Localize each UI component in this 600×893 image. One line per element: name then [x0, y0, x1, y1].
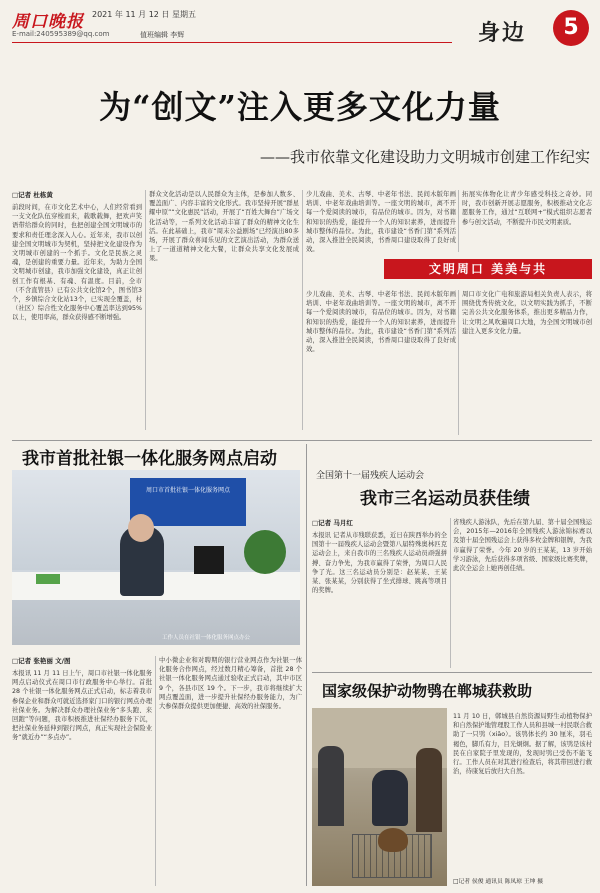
feature-text-2: 群众文化活动是以人民群众为主体，是参加人数多、覆盖面广、内容丰富的文化形式。我市坚持开展“群星耀中原”“文化惠民”活动，开展了“百姓大舞台”广场文化活动等，一系列文化活动丰富了群众的精神文化生活。在此基础上，我市“周末公益剧场”已经演出80多场，开展了群众喜闻乐见的文艺演出活动，为群众送上了一道道精神文化大餐，让群众共享文化发展成果。 — [149, 191, 299, 263]
sports-byline: □记者 马月红 — [312, 519, 353, 527]
column-divider — [458, 190, 459, 252]
feature-headline: 为“创文”注入更多文化力量 — [99, 88, 501, 126]
sports-headline: 我市三名运动员获佳绩 — [360, 489, 530, 509]
feature-subheadline: ——我市依靠文化建设助力文明城市创建工作纪实 — [259, 148, 590, 166]
bird-photo — [312, 708, 447, 886]
sports-text-2: 省残疾人游泳队，先后在第九届、第十届全国残运会，2015年—2016年全国残疾人游泳锦标赛以及第十届全国残运会上获得多枚金牌和银牌，为我市赢得了荣誉。今年 20 岁的王某某，13 岁开始学习游泳，先后获得多项省级、国家级比赛奖牌，此次全运会上她再创佳绩。 — [453, 519, 592, 573]
bank-byline: □记者 张艳丽 文/图 — [12, 657, 71, 665]
photo-person-right — [416, 748, 442, 832]
feature-column-2 — [149, 190, 299, 430]
slogan-banner: 文明周口 美美与共 — [384, 259, 592, 279]
sports-column-2 — [453, 518, 592, 668]
bank-photo-caption: 工作人员在社银一体化服务网点办公 — [162, 635, 251, 641]
photo-desk-item — [36, 574, 60, 584]
feature-byline: □记者 杜栋黄 — [12, 191, 53, 199]
column-divider — [450, 518, 451, 668]
feature-text-4: 拓展实体物化让青少年感受科技之奇妙。同时，我市创新开展志愿服务，积极推动文化志愿服务工作，通过“互联网+”模式组织志愿者参与创文活动，不断提升市民文明素质。 — [462, 191, 592, 226]
column-divider — [145, 190, 146, 430]
feature-text-3-lower: 少儿戏曲、美术、古琴、中老年书法、民间木版年画培训、中老年戏曲培训等。一座文明的城市，离不开每一个爱阅读的城市，有品位的城市。因为，对书籍和知识的热爱，能提升一个人的知识素养，进而提升城市整体的品位。为此，我市建设“书香门第”系列活动，深入推进全民阅读，书香周口建设取得了良好成效。 — [306, 291, 456, 354]
feature-column-4-lower — [462, 290, 592, 435]
bank-text-1: 本报讯 11 月 11 日上午，周口市社银一体化服务网点启动仪式在周口市行政服务中心举行。首批 28 个社银一体化服务网点正式启动，标志着我市参保企业和群众可就近选择家门口的银行网点办理社保业务。为解决群众办理社保业务“多头跑、来回跑”等问题，我市积极推进社保经办服务下沉，把社保业务延伸到银行网点，真正实现社会保险业务“就近办”“多点办”。 — [12, 670, 152, 742]
masthead — [0, 0, 600, 64]
section-divider — [12, 440, 592, 441]
feature-column-4 — [462, 190, 592, 254]
column-divider — [458, 290, 459, 435]
header-rule — [12, 42, 452, 43]
page-number-badge: 5 — [553, 10, 589, 46]
photo-banner-text: 周口市首批社银一体化服务网点 — [145, 487, 230, 494]
bank-column-2 — [159, 656, 302, 886]
column-divider — [302, 190, 303, 430]
sports-column-1 — [312, 518, 447, 668]
photo-plant — [244, 530, 286, 574]
bird-column — [453, 712, 592, 887]
bank-headline: 我市首批社银一体化服务网点启动 — [22, 449, 277, 469]
photo-monitor — [194, 546, 224, 574]
photo-person-left — [318, 746, 344, 826]
section-divider — [312, 672, 592, 673]
bank-column-1 — [12, 656, 152, 886]
bank-photo — [12, 470, 300, 645]
sports-text-1: 本报讯 记者从市残联获悉，近日在陕西举办的全国第十一届残疾人运动会暨第八届特殊奥林匹克运动会上，来自我市的三名残疾人运动员顽强拼搏、奋力争先，为我市赢得了荣誉，为周口人民争了光。这三名运动员分别是：赵某某、王某某、张某某，分别获得了坐式排球、跳高等项目的奖牌。 — [312, 532, 447, 595]
bird-text: 11 月 10 日，郸城县自然资源局野生动植物保护和自然保护地管理股工作人员和县城一村民联合救助了一只鸮（xiāo）。该鸮体长约 30 厘米，羽毛褐色，脚爪有力，目光炯炯。据了解，该鸮是该村民在自家院子里发现的，发现时鸮已受伤不能飞行。工作人员在对其进行检查后，将其带回进行救治，待康复后放归大自然。 — [453, 713, 592, 776]
feature-column-1 — [12, 190, 142, 430]
feature-text-1: 前段时间，在市文化艺术中心，人们经常看到一支文化队伍穿梭而来，载歌载舞，把欢声笑语带给群众的同时，也把创建全国文明城市的要求和责任理念深入人心。近年来，我市以创建全国文明城市为契机，坚持把文化建设作为文明城市创建的一个抓手。文化是民族之灵魂，是创建的重要力量。近年来，为助力全国文明城市创建，我市加强文化建设，真正让创创工作有根基、有魂、有温度。目前，全市（不含直管县）已有公共文化馆2个，图书馆3个，乡镇综合文化站13个，已实现全覆盖，村（社区）综合性文化服务中心覆盖率达到95%以上，使用率高，群众获得感不断增强。 — [12, 204, 142, 322]
feature-text-4-lower: 周口市文化广电和旅游局相关负责人表示，将围绕优秀传统文化，以文明实践为抓手，不断完善公共文化服务体系，推出更多精品力作，让文明之风吹遍周口大地，为全国文明城市创建注入更多文化力量。 — [462, 291, 592, 335]
photo-staff-head — [128, 514, 154, 542]
feature-column-3-lower — [306, 290, 456, 435]
photo-owl — [378, 828, 408, 852]
issue-date: 2021 年 11 月 12 日 星期五 — [92, 10, 196, 19]
feature-text-3: 少儿戏曲、美术、古琴、中老年书法、民间木版年画培训、中老年戏曲培训等。一座文明的城市，离不开每一个爱阅读的城市，有品位的城市。因为，对书籍和知识的热爱，能提升一个人的知识素养，进而提升城市整体的品位。为此，我市建设“书香门第”系列活动，深入推进全民阅读，书香周口建设取得了良好成效。 — [306, 191, 456, 254]
duty-editor: 值班编辑 李辉 — [140, 31, 185, 39]
section-name: 身边 — [478, 20, 527, 46]
column-divider — [155, 656, 156, 886]
bank-text-2: 中小微企业和对聘期的银行营业网点作为社银一体化服务合作网点，经过数月精心筹备，首批 28 个社银一体化服务网点通过验收正式启动，其中市区 9 个，各县市区 19 个。下一步，我市将继续扩大网点覆盖面，进一步提升社保经办服务能力，为广大参保群众提供更加便捷、高效的社保服务。 — [159, 657, 302, 711]
photo-person-center — [372, 770, 408, 826]
contact-email: E-mail:240595389@qq.com — [12, 30, 110, 38]
bird-byline: □记者 侯俊 通讯员 陈凤琼 王坤 摄 — [453, 879, 544, 885]
bird-headline: 国家级保护动物鸮在郸城获救助 — [322, 682, 533, 700]
sports-kicker: 全国第十一届残疾人运动会 — [316, 471, 425, 481]
section-divider-vertical — [306, 444, 307, 886]
newspaper-logo: 周口晚报 — [12, 12, 84, 32]
